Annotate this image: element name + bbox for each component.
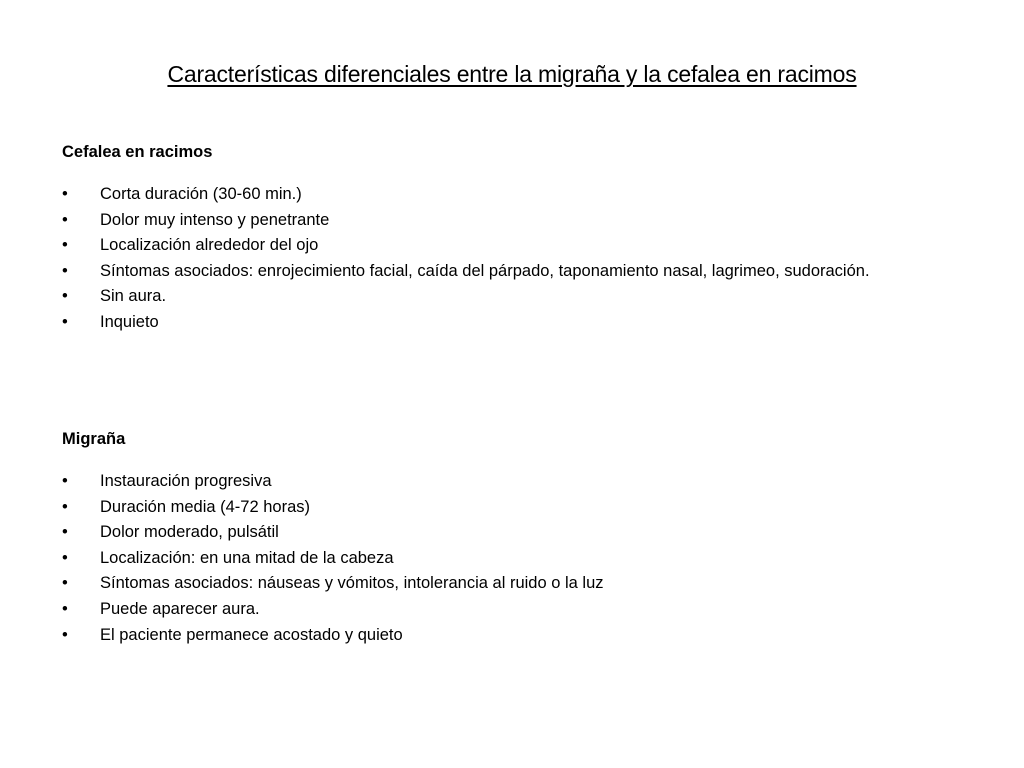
list-item-text: Localización alrededor del ojo — [100, 236, 319, 255]
bullet-marker: • — [62, 261, 68, 280]
section-heading: Migraña — [62, 430, 126, 448]
list-item-text: Localización: en una mitad de la cabeza — [100, 548, 394, 567]
bullet-list — [62, 184, 962, 332]
bullet-marker: • — [62, 185, 68, 203]
bullet-marker: • — [62, 548, 68, 567]
list-item — [62, 599, 962, 619]
list-item — [62, 286, 962, 306]
list-item — [62, 235, 962, 255]
section-migraine — [62, 427, 962, 650]
list-item — [62, 497, 962, 517]
bullet-marker: • — [62, 523, 68, 542]
list-item-text: Instauración progresiva — [100, 472, 272, 490]
bullet-marker: • — [62, 497, 68, 516]
list-item — [62, 625, 962, 645]
list-item-text: Dolor moderado, pulsátil — [100, 523, 279, 542]
bullet-marker: • — [62, 625, 68, 644]
list-item-text: Inquieto — [100, 312, 159, 331]
slide-title: Características diferenciales entre la migraña y la cefalea en racimos — [167, 61, 857, 87]
bullet-marker: • — [62, 574, 68, 593]
list-item — [62, 184, 962, 204]
section-heading: Cefalea en racimos — [62, 143, 213, 161]
list-item — [62, 261, 962, 281]
list-item — [62, 312, 962, 332]
list-item — [62, 471, 962, 491]
section-cluster-headache — [62, 140, 962, 338]
list-item — [62, 548, 962, 568]
bullet-marker: • — [62, 472, 68, 490]
list-item-text: Duración media (4-72 horas) — [100, 497, 311, 516]
bullet-marker: • — [62, 236, 68, 255]
bullet-marker: • — [62, 599, 68, 618]
list-item-text: Puede aparecer aura. — [100, 599, 260, 618]
list-item-text: Síntomas asociados: enrojecimiento facial, caída del párpado, taponamiento nasal, lagrimeo, sudoración. — [100, 261, 870, 280]
list-item-text: El paciente permanece acostado y quieto — [100, 625, 403, 644]
list-item-text: Corta duración (30-60 min.) — [100, 185, 302, 203]
list-item-text: Dolor muy intenso y penetrante — [100, 210, 330, 229]
bullet-list — [62, 471, 962, 645]
list-item-text: Síntomas asociados: náuseas y vómitos, intolerancia al ruido o la luz — [100, 574, 604, 593]
bullet-marker: • — [62, 210, 68, 229]
list-item — [62, 522, 962, 542]
list-item — [62, 210, 962, 230]
list-item — [62, 573, 962, 593]
bullet-marker: • — [62, 287, 68, 306]
list-item-text: Sin aura. — [100, 287, 167, 306]
bullet-marker: • — [62, 312, 68, 331]
